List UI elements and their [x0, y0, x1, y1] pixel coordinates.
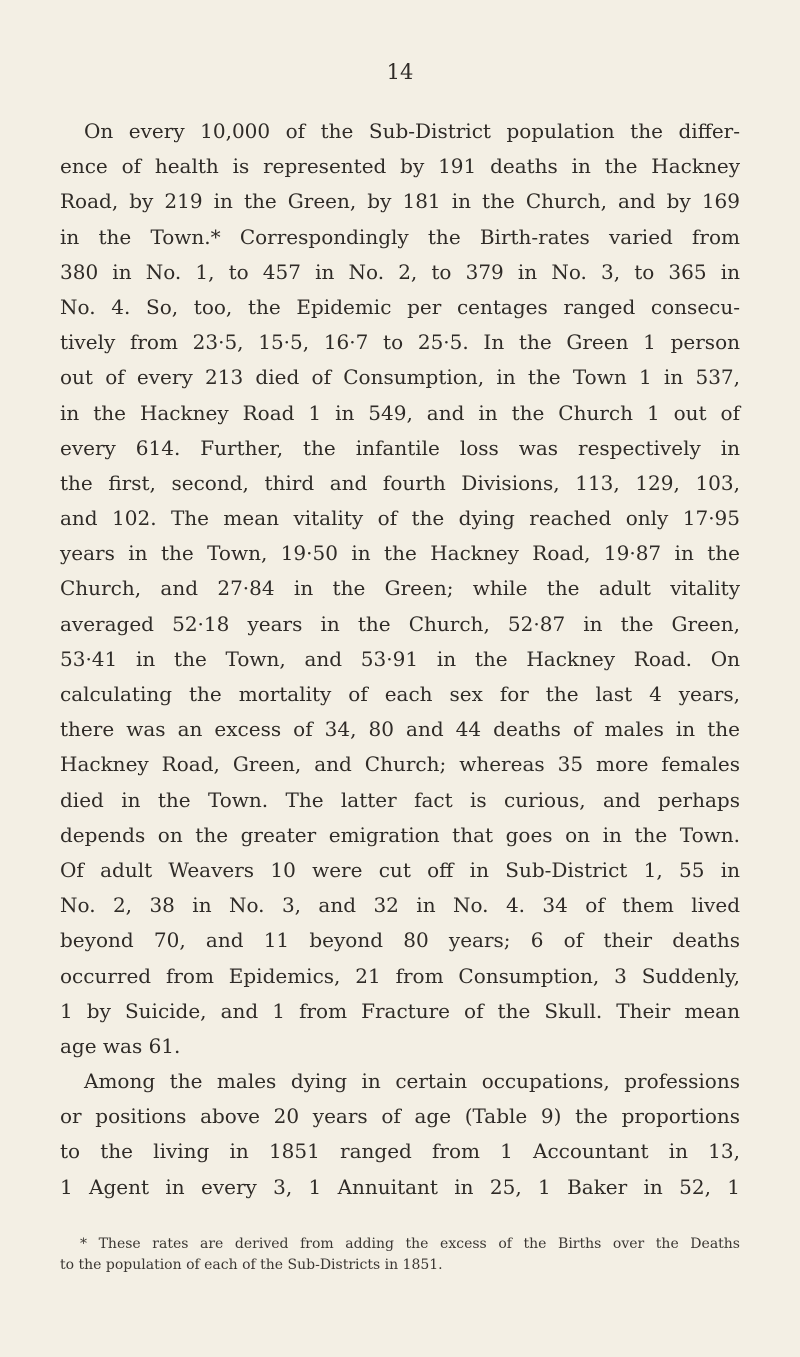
text-line: Of adult Weavers 10 were cut off in Sub-District 1, 55 in [60, 857, 740, 882]
text-line: On every 10,000 of the Sub-District population the differ- [84, 119, 740, 143]
text-line: No. 4. So, too, the Epidemic per centages ranged consecu- [60, 294, 740, 319]
text-line: in the Town.* Correspondingly the Birth-rates varied from [60, 224, 740, 249]
text-line: averaged 52·18 years in the Church, 52·87 in the Green, [60, 611, 740, 636]
text-line: out of every 213 died of Consumption, in the Town 1 in 537, [60, 365, 740, 390]
text-line: and 102. The mean vitality of the dying reached only 17·95 [60, 506, 740, 531]
text-line: died in the Town. The latter fact is curious, and perhaps [60, 787, 740, 812]
text-line: tively from 23·5, 15·5, 16·7 to 25·5. In the Green 1 person [60, 330, 740, 355]
text-line: No. 2, 38 in No. 3, and 32 in No. 4. 34 of them lived [60, 893, 740, 918]
text-line: occurred from Epidemics, 21 from Consumption, 3 Suddenly, [60, 963, 740, 988]
text-line: years in the Town, 19·50 in the Hackney Road, 19·87 in the [60, 541, 740, 566]
text-line: in the Hackney Road 1 in 549, and in the Church 1 out of [60, 400, 740, 425]
text-line: 1 Agent in every 3, 1 Annuitant in 25, 1 Baker in 52, 1 [60, 1174, 740, 1199]
text-line: beyond 70, and 11 beyond 80 years; 6 of their deaths [60, 928, 740, 953]
page-number: 14 [386, 60, 414, 84]
text-line: Church, and 27·84 in the Green; while the adult vitality [60, 576, 740, 601]
text-line: age was 61. [60, 1033, 181, 1058]
paragraph-2 [60, 1064, 740, 1205]
text-line: there was an excess of 34, 80 and 44 deaths of males in the [60, 717, 740, 742]
footnote-line: to the population of each of the Sub-Districts in 1851. [60, 1257, 443, 1273]
text-line: depends on the greater emigration that goes on in the Town. [60, 822, 740, 847]
text-line: calculating the mortality of each sex for the last 4 years, [60, 682, 740, 706]
text-line: Road, by 219 in the Green, by 181 in the Church, and by 169 [60, 189, 740, 214]
text-line: ence of health is represented by 191 deaths in the Hackney [60, 154, 740, 179]
text-line: Among the males dying in certain occupations, professions [84, 1069, 740, 1094]
text-line: the first, second, third and fourth Divisions, 113, 129, 103, [60, 470, 740, 495]
text-line: Hackney Road, Green, and Church; whereas 35 more females [60, 752, 740, 777]
text-line: to the living in 1851 ranged from 1 Accountant in 13, [60, 1139, 740, 1164]
text-line: 380 in No. 1, to 457 in No. 2, to 379 in No. 3, to 365 in [60, 259, 740, 284]
text-line: or positions above 20 years of age (Table 9) the proportions [60, 1104, 740, 1129]
footnote-line: * These rates are derived from adding the excess of the Births over the Deaths [80, 1236, 740, 1252]
footnote [60, 1234, 740, 1276]
text-line: 53·41 in the Town, and 53·91 in the Hackney Road. On [60, 646, 740, 671]
body-text [60, 114, 740, 1205]
paragraph-1 [60, 114, 740, 1064]
text-line: every 614. Further, the infantile loss was respectively in [60, 435, 740, 460]
text-line: 1 by Suicide, and 1 from Fracture of the Skull. Their mean [60, 998, 740, 1023]
